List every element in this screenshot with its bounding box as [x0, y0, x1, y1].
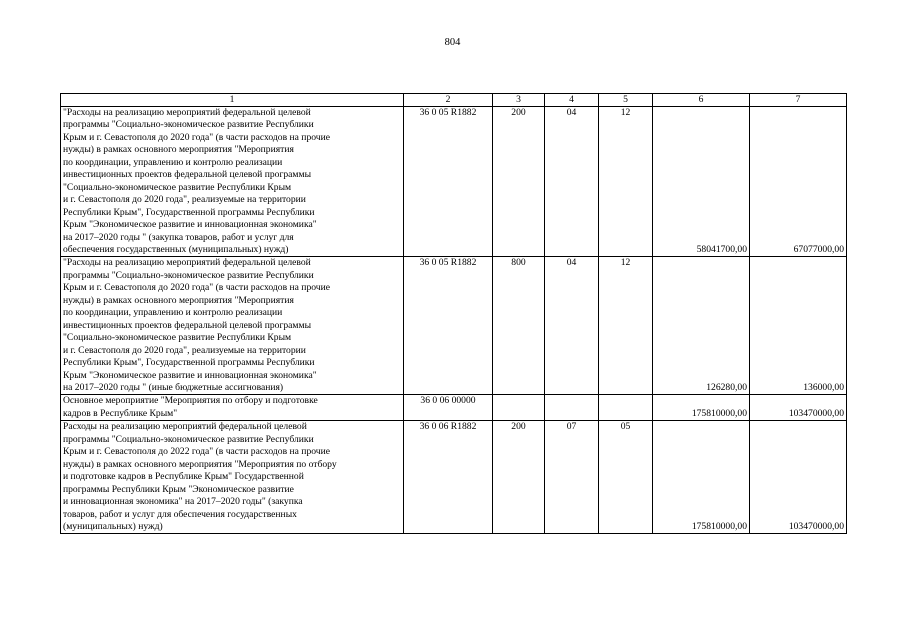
column-header: 3	[493, 94, 545, 107]
column-header: 2	[404, 94, 493, 107]
column-header: 5	[599, 94, 653, 107]
row-description	[61, 107, 404, 257]
description-line: Крым "Экономическое развитие и инновационная экономика"	[63, 369, 317, 381]
description-line: на 2017–2020 годы " (иные бюджетные ассигнования)	[63, 381, 284, 393]
description-line: Расходы на реализацию мероприятий федеральной целевой	[63, 421, 307, 433]
description-line: нужды) в рамках основного мероприятия "Мероприятия	[63, 144, 294, 156]
target-article-code: 36 0 06 R1882	[404, 421, 493, 534]
description-line: инвестиционных проектов федеральной целевой программы	[63, 319, 312, 331]
table-row	[61, 395, 847, 421]
description-line: и г. Севастополя до 2020 года", реализуемые на территории	[63, 344, 306, 356]
description-line: Республики Крым", Государственной программы Республики	[63, 206, 315, 218]
target-article-code: 36 0 05 R1882	[404, 107, 493, 257]
subsection-code: 12	[599, 107, 653, 257]
description-line: товаров, работ и услуг для обеспечения государственных	[63, 508, 297, 520]
description-line: программы "Социально-экономическое развитие Республики	[63, 269, 314, 281]
description-line: "Социально-экономическое развитие Республики Крым	[63, 332, 292, 344]
section-code: 07	[545, 421, 599, 534]
table-row	[61, 107, 847, 257]
description-line: инвестиционных проектов федеральной целевой программы	[63, 169, 312, 181]
budget-table	[60, 93, 847, 534]
description-line: кадров в Республике Крым"	[63, 407, 178, 419]
description-line: программы "Социально-экономическое развитие Республики	[63, 119, 314, 131]
target-article-code: 36 0 06 00000	[404, 395, 493, 421]
page-number: 804	[444, 37, 461, 48]
amount-column-6: 126280,00	[653, 257, 750, 395]
description-line: по координации, управлению и контролю реализации	[63, 156, 283, 168]
amount-column-7: 103470000,00	[750, 421, 847, 534]
target-article-code: 36 0 05 R1882	[404, 257, 493, 395]
description-line: Республики Крым", Государственной программы Республики	[63, 357, 315, 369]
subsection-code: 12	[599, 257, 653, 395]
amount-column-7: 136000,00	[750, 257, 847, 395]
table-row	[61, 421, 847, 534]
table-row	[61, 257, 847, 395]
row-description	[61, 257, 404, 395]
column-header: 7	[750, 94, 847, 107]
description-line: Крым и г. Севастополя до 2022 года" (в части расходов на прочие	[63, 446, 331, 458]
column-header: 4	[545, 94, 599, 107]
description-line: Крым "Экономическое развитие и инновационная экономика"	[63, 219, 317, 231]
table-header-row	[61, 94, 847, 107]
amount-column-6: 58041700,00	[653, 107, 750, 257]
description-line: обеспечения государственных (муниципальных) нужд)	[63, 243, 289, 255]
amount-column-7: 67077000,00	[750, 107, 847, 257]
subsection-code: 05	[599, 421, 653, 534]
expense-type-code: 200	[493, 107, 545, 257]
description-line: программы Республики Крым "Экономическое развитие	[63, 483, 294, 495]
description-line: программы "Социально-экономическое развитие Республики	[63, 433, 314, 445]
amount-column-6: 175810000,00	[653, 421, 750, 534]
expense-type-code: 800	[493, 257, 545, 395]
description-line: на 2017–2020 годы " (закупка товаров, работ и услуг для	[63, 231, 294, 243]
amount-column-7: 103470000,00	[750, 395, 847, 421]
description-line: и г. Севастополя до 2020 года", реализуемые на территории	[63, 194, 306, 206]
description-line: нужды) в рамках основного мероприятия "Мероприятия	[63, 294, 294, 306]
subsection-code	[599, 395, 653, 421]
description-line: нужды) в рамках основного мероприятия "Мероприятия по отбору	[63, 458, 337, 470]
section-code: 04	[545, 257, 599, 395]
expense-type-code: 200	[493, 421, 545, 534]
section-code	[545, 395, 599, 421]
description-line: (муниципальных) нужд)	[63, 520, 163, 532]
description-line: "Расходы на реализацию мероприятий федеральной целевой	[63, 107, 311, 118]
expense-type-code	[493, 395, 545, 421]
row-description	[61, 395, 404, 421]
description-line: Основное мероприятие "Мероприятия по отбору и подготовке	[63, 395, 318, 407]
description-line: "Социально-экономическое развитие Республики Крым	[63, 181, 292, 193]
amount-column-6: 175810000,00	[653, 395, 750, 421]
row-description	[61, 421, 404, 534]
section-code: 04	[545, 107, 599, 257]
description-line: и инновационная экономика" на 2017–2020 годы" (закупка	[63, 496, 303, 508]
column-header: 6	[653, 94, 750, 107]
column-header: 1	[61, 94, 404, 107]
description-line: и подготовке кадров в Республике Крым" Государственной	[63, 471, 304, 483]
description-line: по координации, управлению и контролю реализации	[63, 307, 283, 319]
description-line: Крым и г. Севастополя до 2020 года" (в части расходов на прочие	[63, 282, 331, 294]
description-line: Крым и г. Севастополя до 2020 года" (в части расходов на прочие	[63, 131, 331, 143]
description-line: "Расходы на реализацию мероприятий федеральной целевой	[63, 257, 311, 269]
